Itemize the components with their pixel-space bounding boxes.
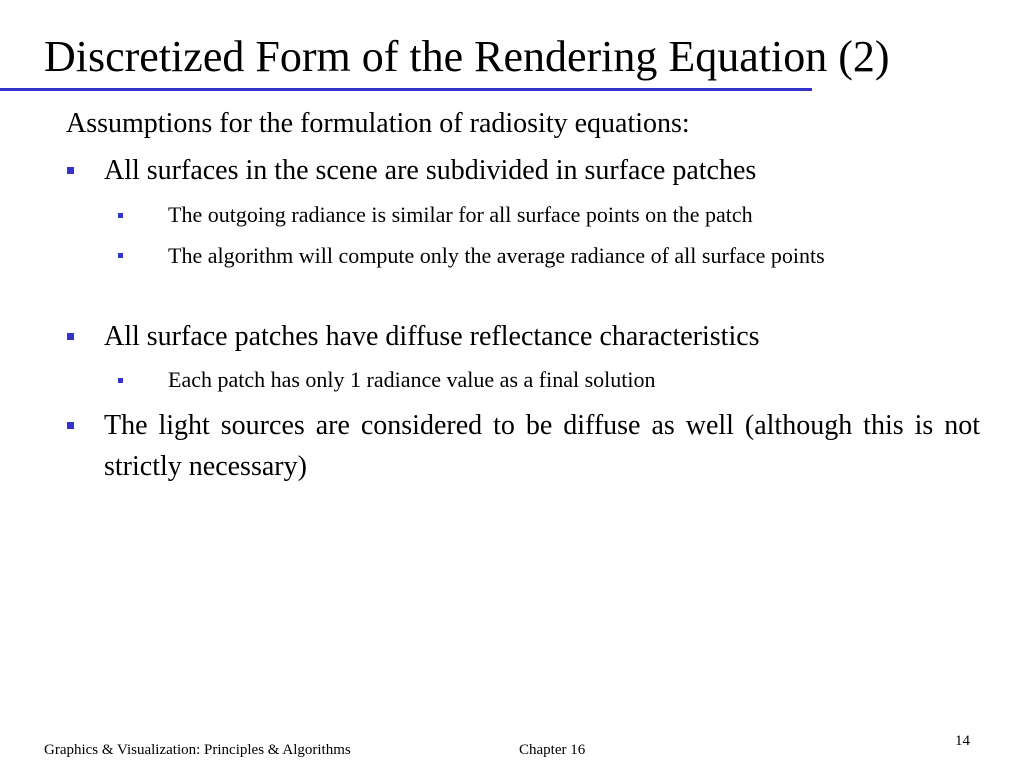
bullet-square-icon <box>67 333 74 340</box>
bullet-item: All surfaces in the scene are subdivided in surface patches <box>104 155 757 186</box>
sub-bullet-square-icon <box>118 213 123 218</box>
slide-title: Discretized Form of the Rendering Equation (2) <box>44 32 890 81</box>
sub-bullet-item: The algorithm will compute only the average radiance of all surface points <box>168 243 825 268</box>
intro-text: Assumptions for the formulation of radiosity equations: <box>66 108 690 139</box>
title-underline <box>0 88 812 91</box>
sub-bullet-item: Each patch has only 1 radiance value as a final solution <box>168 367 656 392</box>
sub-bullet-square-icon <box>118 253 123 258</box>
bullet-square-icon <box>67 422 74 429</box>
sub-bullet-item: The outgoing radiance is similar for all surface points on the patch <box>168 202 753 227</box>
bullet-item: The light sources are considered to be diffuse as well (although this is not strictly necessary) <box>104 410 980 482</box>
footer-book-title: Graphics & Visualization: Principles & Algorithms <box>44 742 351 758</box>
sub-bullet-square-icon <box>118 378 123 383</box>
bullet-item: All surface patches have diffuse reflectance characteristics <box>104 321 760 352</box>
page-number: 14 <box>955 733 970 749</box>
bullet-square-icon <box>67 167 74 174</box>
footer-chapter: Chapter 16 <box>519 742 586 758</box>
